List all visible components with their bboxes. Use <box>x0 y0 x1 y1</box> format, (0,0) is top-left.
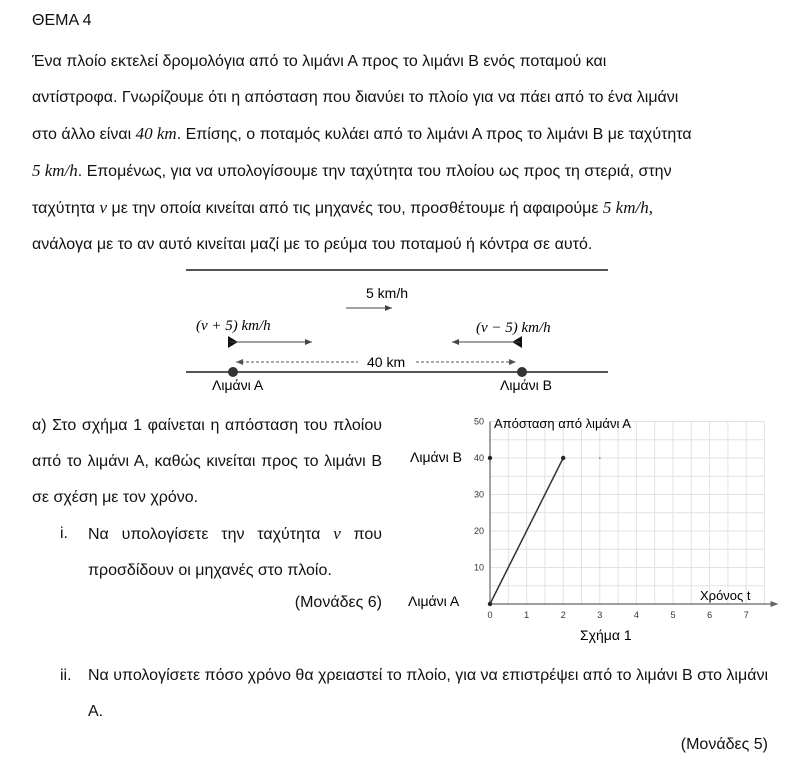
math-v: v <box>333 524 341 543</box>
current-label: 5 km/h <box>366 285 409 301</box>
question-i-text: που προσδίδουν οι μηχανές στο πλοίο. <box>88 526 383 579</box>
port-a-label: Λιμάνι Α <box>212 377 264 393</box>
data-point <box>561 456 565 460</box>
problem-heading: ΘΕΜΑ 4 <box>32 12 92 29</box>
chart-xlabel: Χρόνος t <box>700 588 751 603</box>
port-b-label: Λιμάνι Β <box>500 377 552 393</box>
x-tick-label: 6 <box>707 610 713 620</box>
math-v: v <box>99 198 108 217</box>
y-tick-label: 30 <box>473 489 484 500</box>
question-i-text: Να υπολογίσετε την ταχύτητα <box>88 526 334 543</box>
right-speed-label: (v − 5) km/h <box>476 320 551 336</box>
y-tick-label: 20 <box>473 526 484 536</box>
port-b-axis-marker <box>488 456 492 460</box>
y-tick-label: 40 <box>473 453 484 463</box>
chart-title: Απόσταση από λιμάνι Α <box>494 416 631 431</box>
left-speed-label: (v + 5) km/h <box>196 318 271 334</box>
x-tick-label: 7 <box>743 610 749 620</box>
math-current-speed: 5 km/h <box>32 161 78 180</box>
y-tick-label: 10 <box>473 562 484 573</box>
x-tick-label: 4 <box>633 610 639 620</box>
x-axis-arrowhead <box>771 601 779 607</box>
x-tick-label: 3 <box>597 610 603 620</box>
math-current-speed-2: 5 km/h, <box>602 198 653 217</box>
intro-text: . Επίσης, ο ποταμός κυλάει από το λιμάνι Α προς το λιμάνι Β με ταχύτητα <box>176 126 692 143</box>
intro-text: . Επομένως, για να υπολογίσουμε την ταχύτητα του πλοίου ως προς τη στεριά, στην <box>77 163 672 180</box>
intro-text: ταχύτητα <box>32 200 100 217</box>
annotation-port-b: Λιμάνι Β <box>410 449 462 465</box>
stray-dot <box>599 457 601 459</box>
intro-text: με την οποία κινείται από τις μηχανές του, προσθέτουμε ή αφαιρούμε <box>107 200 603 217</box>
intro-text: στο άλλο είναι <box>32 126 136 143</box>
intro-line-6: ανάλογα με το αν αυτό κινείται μαζί με το ρεύμα του ποταμού ή κόντρα σε αυτό. <box>32 236 593 253</box>
marks-i: (Μονάδες 6) <box>294 594 382 611</box>
marks-ii: (Μονάδες 5) <box>680 736 768 753</box>
intro-line-1: Ένα πλοίο εκτελεί δρομολόγια από το λιμάνι Α προς το λιμάνι Β ενός ποταμού και <box>32 53 607 70</box>
x-tick-label: 1 <box>524 610 530 620</box>
question-ii-number: ii. <box>60 667 72 684</box>
x-tick-label: 2 <box>560 610 566 620</box>
chart-caption: Σχήμα 1 <box>580 627 632 643</box>
chart-grid <box>490 422 779 608</box>
question-i-number: i. <box>60 525 68 542</box>
math-distance: 40 km <box>135 124 177 143</box>
question-ii: Να υπολογίσετε πόσο χρόνο θα χρειαστεί το πλοίο, για να επιστρέψει από το λιμάνι Β στο λιμάνι Α. <box>88 667 768 720</box>
x-tick-label: 5 <box>670 610 676 620</box>
y-tick-label: 50 <box>473 416 484 427</box>
x-tick-label: 0 <box>487 610 493 620</box>
question-a: α) Στο σχήμα 1 φαίνεται η απόσταση του πλοίου από το λιμάνι Α, καθώς κινείται προς το λιμάνι Β σε σχέση με τον χρόνο. <box>32 417 382 506</box>
distance-label: 40 km <box>367 354 406 370</box>
annotation-port-a: Λιμάνι Α <box>408 593 460 609</box>
data-point <box>488 602 492 606</box>
intro-line-2: αντίστροφα. Γνωρίζουμε ότι η απόσταση που διανύει το πλοίο για να πάει από το ένα λιμάνι <box>32 89 679 106</box>
